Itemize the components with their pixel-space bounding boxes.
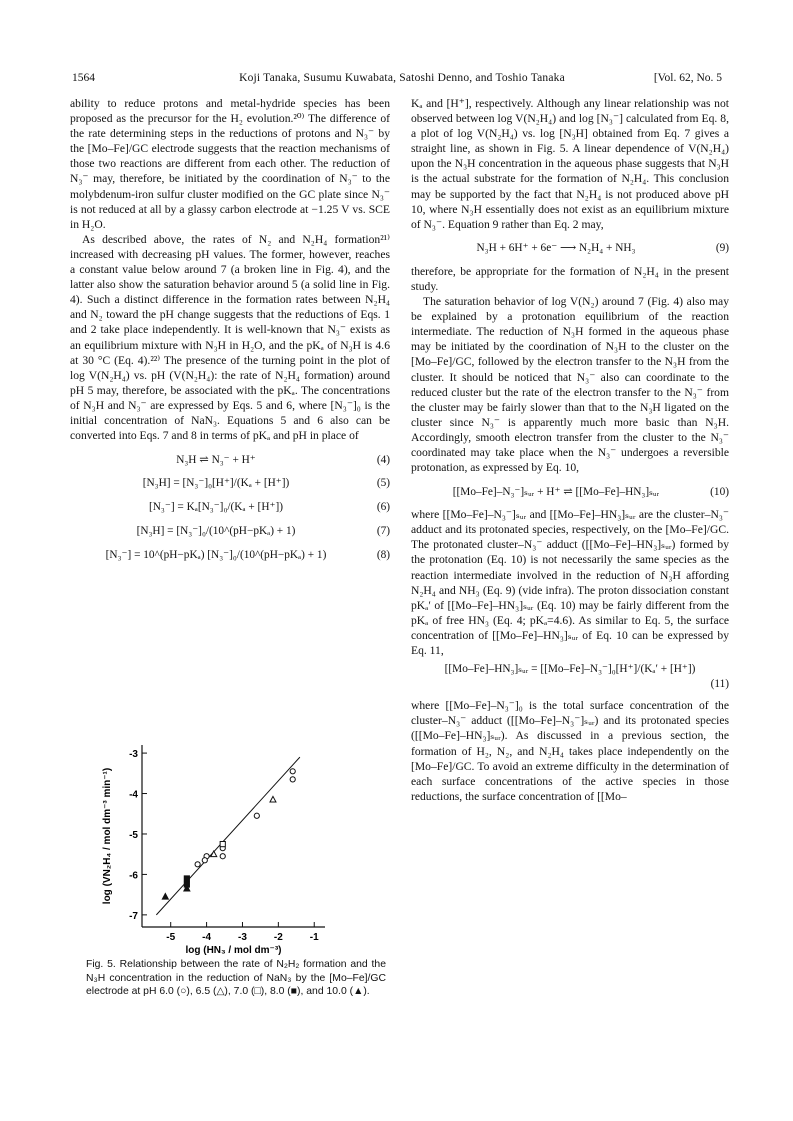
figure-5-chart (70, 735, 390, 965)
left-column (70, 96, 390, 567)
point-ph-6-0 (290, 769, 295, 774)
equation-9: N₃H + 6H⁺ + 6e⁻ ⟶ N₂H₄ + NH₃ (9) (476, 242, 729, 255)
point-ph-6-0 (290, 777, 295, 782)
y-tick-label: -3 (129, 749, 138, 761)
x-axis-label: log (HN₃ / mol dm⁻³) (185, 945, 282, 956)
equation-7: [N₃H] = [N₃⁻]₀/(10^(pH−pKₐ) + 1) (7) (136, 524, 390, 537)
right-paragraph-5: where [[Mo–Fe]–N₃⁻]₀ is the total surface concentration of the cluster–N₃⁻ adduct ([[Mo–Fe]–N₃⁻]ₛᵤᵣ) and its protonated species ([[Mo–Fe]–HN₃]ₛᵤᵣ). As discussed in a previous section, the formation of H₂, N₂, and N₂H₄ takes place independently on the [Mo–Fe]/GC. To avoid an extreme difficulty in the determination of each surface concentrations of the active species in those reductions, the surface concentration of [[Mo– (411, 699, 729, 803)
chart-marks (156, 757, 300, 915)
running-header (72, 72, 722, 88)
x-tick-label: -2 (273, 932, 283, 943)
point-ph-6-0 (195, 862, 200, 867)
point-ph-8-0 (184, 876, 189, 881)
y-tick-label: -4 (129, 789, 138, 801)
y-tick-label: -7 (129, 910, 138, 922)
figure-5 (70, 735, 390, 965)
equation-8: [N₃⁻] = 10^(pH−pKₐ) [N₃⁻]₀/(10^(pH−pKₐ) + 1) (8) (105, 548, 390, 561)
right-paragraph-2: therefore, be appropriate for the formation of N₂H₄ in the present study. (411, 264, 729, 293)
y-axis-label: log (VN₂H₄ / mol dm⁻³ min⁻¹) (102, 767, 113, 905)
equation-4: N₃H ⇌ N₃⁻ + H⁺ (4) (176, 453, 390, 466)
y-tick-label: -6 (129, 870, 138, 882)
point-ph-10-0 (162, 893, 168, 899)
left-paragraph-2: As described above, the rates of N₂ and N₂H₄ formation²¹⁾ increased with decreasing pH values. The former, however, reaches a constant value below around 7 (a broken line in Fig. 4), and the latter also show the saturation behavior around 5 (a solid line in Fig. 4). Such a distinct difference in the formation rates between N₂H₄ and N₂ toward the pH change suggests that the reductions of Eqs. 1 and 2 take place independently. It is well-known that N₃⁻ exists as an equilibrium mixture with N₃H in H₂O, and the pKₐ of N₃H is 4.6 at 30 °C (Eq. 4).²²⁾ The presence of the turning point in the plot of log V(N₂H₄) vs. pH (V(N₂H₄): the rate of N₂H₄ formation) around pH 5 may, therefore, be associated with the pKₐ. The concentrations of N₃H and N₃⁻ are expressed by Eqs. 5 and 6, where [N₃⁻]₀ is the initial concentration of NaN₃. Equations 5 and 6 also can be converted into Eqs. 7 and 8 in terms of pKₐ and pH in place of (70, 232, 390, 443)
volume-info: [Vol. 62, No. 5 (653, 72, 722, 84)
right-paragraph-4: where [[Mo–Fe]–N₃⁻]ₛᵤᵣ and [[Mo–Fe]–HN₃]ₛᵤᵣ are the cluster–N₃⁻ adduct and its protonated species, respectively, on the [Mo–Fe]/GC. The protonated cluster–N₃⁻ adduct ([[Mo–Fe]–HN₃]ₛᵤᵣ) formed by the protonation (Eq. 10) is not necessarily the same species as the reaction intermediate involved in the reduction of N₃H affording N₂H₄ and NH₃ (Eq. 9) (vide infra). The proton dissociation constant pKₐ′ of [[Mo–Fe]–HN₃]ₛᵤᵣ (Eq. 10) may be fairly different from the pKₐ of free HN₃ (Eq. 4; pKₐ=4.6). As similar to Eq. 5, the surface concentration of [[Mo–Fe]–HN₃]ₛᵤᵣ of Eq. 10 can be expressed by Eq. 11, (411, 508, 729, 657)
equation-10: [[Mo–Fe]–N₃⁻]ₛᵤᵣ + H⁺ ⇌ [[Mo–Fe]–HN₃]ₛᵤᵣ (10) (452, 485, 729, 498)
right-column (411, 96, 729, 804)
figure-caption: Fig. 5. Relationship between the rate of N₂H₂ formation and the N₃H concentration in the reduction of NaN₃ by the [Mo–Fe]/GC electrode at pH 6.0 (○), 6.5 (△), 7.0 (□), 8.0 (■), and 10.0 (▲). (86, 959, 386, 998)
running-authors: Koji Tanaka, Susumu Kuwabata, Satoshi Denno, and Toshio Tanaka (239, 72, 565, 84)
x-tick-label: -1 (309, 932, 319, 943)
point-ph-6-0 (254, 813, 259, 818)
point-ph-6-0 (220, 854, 225, 859)
fit-line (156, 757, 300, 915)
equation-5: [N₃H] = [N₃⁻]₀[H⁺]/(Kₐ + [H⁺]) (5) (142, 476, 390, 489)
point-ph-6-0 (202, 858, 207, 863)
equation-6: [N₃⁻] = Kₐ[N₃⁻]₀/(Kₐ + [H⁺]) (6) (149, 500, 390, 513)
x-tick-label: -3 (238, 932, 247, 943)
y-tick-label: -5 (129, 829, 138, 841)
point-ph-6-5 (270, 796, 276, 802)
point-ph-7-0 (220, 841, 225, 846)
equation-11: [[Mo–Fe]–HN₃]ₛᵤᵣ = [[Mo–Fe]–N₃⁻]₀[H⁺]/(Kₐ′ + [H⁺]) (11) (444, 663, 729, 691)
left-paragraph-1: ability to reduce protons and metal-hydride species has been proposed as the precursor for the H₂ evolution.²⁰⁾ The difference of the rate determining steps in the reductions of protons and N₃⁻ by the [Mo–Fe]/GC electrode suggests that the reaction mechanisms of those two reactions are different from each other. The reduction of N₃⁻ may, therefore, be initiated by the coordination of N₃⁻ to the molybdenum-iron sulfur cluster modified on the GC plate since N₃⁻ is not reduced at all by a glassy carbon electrode at −1.25 V vs. SCE in H₂O. (70, 97, 390, 231)
right-paragraph-3: The saturation behavior of log V(N₂) around 7 (Fig. 4) also may be explained by a protonation equilibrium of the reaction intermediate. The reduction of N₃H formed in the aqueous phase may be initiated by the coordination of N₃H to the cluster on the [Mo–Fe]/GC, followed by the electron transfer to the N₃H from the cluster. It should be noticed that N₃⁻ also can coordinate to the reduced cluster but the rate of the electron transfer to the N₃⁻ from the cluster may be fairly slower than that to the N₃H ligated on the cluster since N₃⁻ is apparently much more basic than N₃H. Accordingly, smooth electron transfer from the cluster to the N₃⁻ coordinated may take place when the N₃⁻ undergoes a reversible protonation, as expressed by Eq. 10, (411, 295, 729, 475)
right-paragraph-1: Kₐ and [H⁺], respectively. Although any linear relationship was not observed between log V(N₂H₄) and log [N₃⁻] calculated from Eq. 8, a plot of log V(N₂H₄) vs. log [N₃H] obtained from Eq. 7 gives a straight line, as shown in Fig. 5. A linear dependence of V(N₂H₄) upon the N₃H concentration in the aqueous phase suggests that N₃H is the actual substrate for the formation of N₂H₄. This conclusion may be supported by the fact that N₂H₄ is not produced above pH 10, where N₃H essentially does not exist as an equilibrium mixture of N₃⁻. Equation 9 rather than Eq. 2 may, (411, 97, 729, 231)
x-tick-label: -5 (166, 932, 176, 943)
x-tick-label: -4 (202, 932, 212, 943)
page-number: 1564 (72, 72, 95, 84)
